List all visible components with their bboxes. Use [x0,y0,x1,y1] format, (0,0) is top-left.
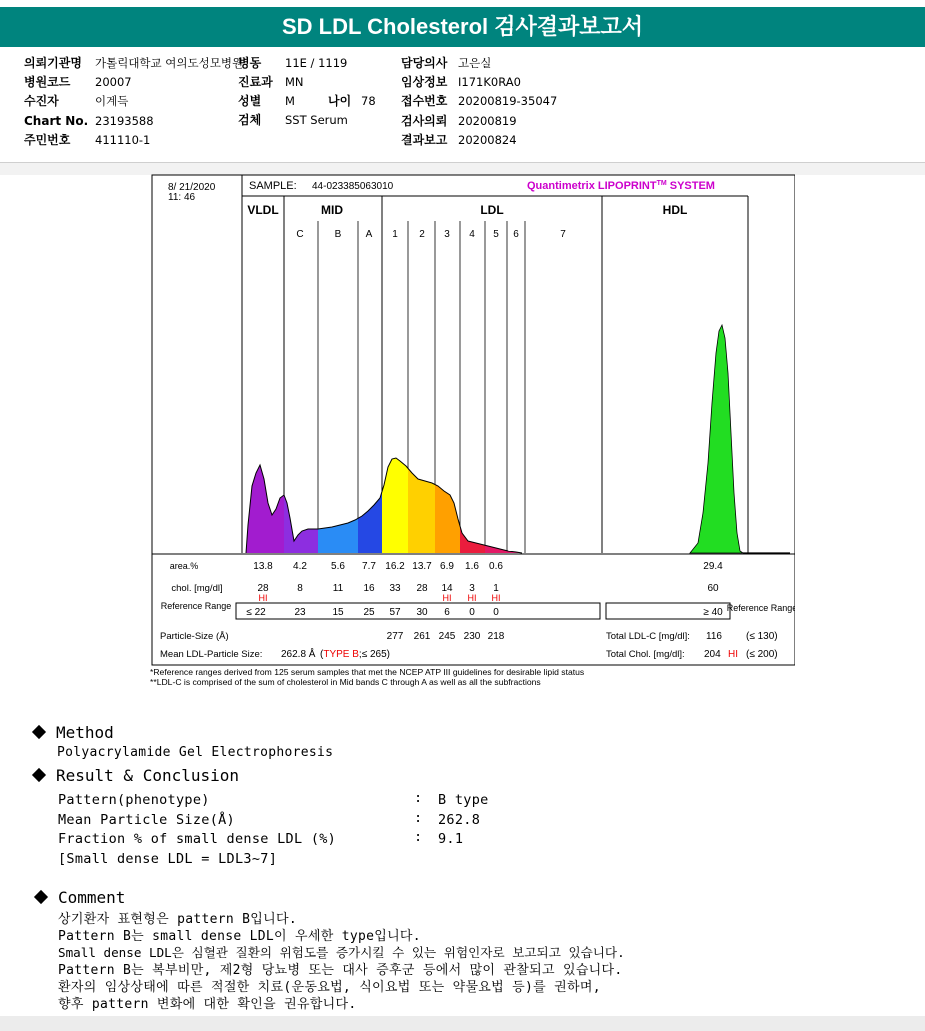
result-note: [Small dense LDL = LDL3~7] [58,851,278,867]
value-test-request: 20200819 [458,114,517,128]
footnote-2: **LDL-C is comprised of the sum of cholesterol in Mid bands C through A as well as all the subfractions [150,677,541,687]
comment-line-1: 상기환자 표현형은 pattern B입니다. [58,912,297,927]
label-receipt-no: 접수번호 [401,94,448,108]
method-text: Polyacrylamide Gel Electrophoresis [57,745,334,760]
flag-vldl: HI [258,593,268,603]
area-ldl1: 16.2 [385,561,405,572]
chol-hdl: 60 [707,583,719,594]
mean-type-close: ;≤ 265) [358,649,390,660]
band-mid-title: MID [321,203,343,217]
value-physician: 고은실 [458,56,492,70]
label-clinical-info: 임상정보 [401,75,448,89]
sub-label-b: B [334,229,342,240]
ref-label-left-text: Reference Range [160,601,232,611]
particle-ldl3: 245 [438,631,456,642]
diamond-bullet-icon [32,725,46,739]
brand-name [527,180,715,192]
area-ldl5: 0.6 [489,561,503,572]
label-test-request: 검사의뢰 [401,114,448,128]
label-age: 나이 [328,94,352,108]
chol-ldl1: 33 [389,583,401,594]
result-row-label-3: Fraction % of small dense LDL (%) [58,831,337,847]
band-ldl-title: LDL [480,203,504,217]
ref-ldl4: 0 [469,607,475,618]
label-requesting-institution: 의뢰기관명 [24,56,82,70]
value-sex: M [285,94,295,108]
chol-ldl4: 3 [469,583,475,594]
sample-id: 44-023385063010 [312,181,394,192]
result-row-sep-1: : [414,790,423,806]
flag-ldl3: HI [442,593,452,603]
method-heading [34,723,114,742]
method-heading-text: Method [56,723,114,742]
mean-type-open: ( [320,649,324,660]
comment-heading-text: Comment [58,888,126,907]
value-ward: 11E / 1119 [285,56,348,70]
total-ldl-ref: (≤ 130) [746,631,778,642]
value-age: 78 [361,94,376,108]
footnote-1: *Reference ranges derived from 125 serum samples that met the NCEP ATP III guidelines for desirable lipid status [150,667,585,677]
sub-label-c: C [296,229,304,240]
sub-label-2: 2 [419,229,425,240]
ref-ldl5: 0 [493,607,499,618]
mean-type-value: TYPE B [323,649,359,660]
label-resident-no: 주민번호 [24,133,71,147]
value-chart-no: 23193588 [95,114,154,128]
value-result-report: 20200824 [458,133,517,147]
sub-label-1: 1 [392,229,398,240]
sub-label-5: 5 [493,229,499,240]
label-physician: 담당의사 [401,56,448,70]
flag-ldl4: HI [467,593,477,603]
result-row-label-1: Pattern(phenotype) [58,792,210,808]
result-row-value-1: B type [438,792,489,808]
value-patient: 이계득 [95,94,129,108]
ref-ldl2: 30 [416,607,428,618]
report-date: 8/ 21/2020 [168,182,216,193]
mean-ldl-value: 262.8 Å [281,649,316,660]
total-chol-flag: HI [728,649,738,660]
patient-info [0,54,925,154]
report-time: 11: 46 [168,192,196,203]
particle-size-label: Particle-Size (Å) [160,631,229,642]
value-receipt-no: 20200819-35047 [458,94,558,108]
report-title: SD LDL Cholesterol 검사결과보고서 [0,7,925,47]
ref-hdl: ≥ 40 [703,607,723,618]
band-hdl-title: HDL [662,203,688,217]
chol-mid-b: 11 [332,583,344,594]
chol-mid-c: 8 [297,583,303,594]
chol-mid-a: 16 [363,583,375,594]
total-ldl-label: Total LDL-C [mg/dl]: [606,631,690,642]
brand-tm: TM [656,180,667,187]
ref-label-right: Reference Range [726,603,795,613]
result-heading [34,766,239,785]
label-ward: 병동 [238,56,262,70]
value-department: MN [285,75,304,89]
chol-label: chol. [mg/dl] [171,583,223,594]
label-specimen: 검체 [238,113,262,127]
diamond-bullet-icon [34,890,48,904]
lipoprint-graph [150,173,795,693]
chol-vldl: 28 [257,583,269,594]
mean-ldl-type [320,649,390,660]
total-ldl-value: 116 [706,631,722,642]
result-row-sep-2: : [414,810,423,826]
total-chol-value: 204 [704,649,721,660]
comment-heading [36,888,125,907]
lipoprint-report [150,173,795,693]
total-chol-ref: (≤ 200) [746,649,778,660]
area-mid-b: 5.6 [331,561,345,572]
chol-ldl5: 1 [493,583,499,594]
result-row-value-2: 262.8 [438,812,481,828]
brand-main: Quantimetrix LIPOPRINT [527,180,657,192]
label-department: 진료과 [238,75,273,89]
ref-ldl1: 57 [389,607,401,618]
particle-ldl5: 218 [487,631,505,642]
ref-mid-a: 25 [363,607,375,618]
value-hospital-code: 20007 [95,75,132,89]
bottom-scroll-area[interactable] [0,1016,925,1031]
value-requesting-institution: 가톨릭대학교 여의도성모병원 [95,56,244,70]
value-resident-no: 411110-1 [95,133,151,147]
total-chol-label: Total Chol. [mg/dl]: [606,649,685,660]
flag-ldl5: HI [491,593,501,603]
comment-line-2: Pattern B는 small dense LDL이 우세한 type입니다. [58,929,421,944]
label-result-report: 결과보고 [401,133,448,147]
label-hospital-code: 병원코드 [24,75,71,89]
result-row-sep-3: : [414,829,423,845]
band-vldl-title: VLDL [247,203,279,217]
area-ldl3: 6.9 [440,561,454,572]
comment-line-3: Small dense LDL은 심혈관 질환의 위험도를 증가시킬 수 있는 위험인자로 보고되고 있습니다. [58,945,625,960]
particle-ldl1: 277 [386,631,404,642]
particle-ldl2: 261 [413,631,431,642]
ref-mid-c: 23 [294,607,306,618]
brand-suffix: SYSTEM [666,180,715,192]
ref-mid-b: 15 [332,607,344,618]
sub-label-a: A [365,229,373,240]
sample-label: SAMPLE: [249,180,297,192]
label-patient: 수진자 [24,94,59,108]
sub-label-7: 7 [560,229,566,240]
comment-line-4: Pattern B는 복부비만, 제2형 당뇨병 또는 대사 증후군 등에서 많이 관찰되고 있습니다. [58,963,623,978]
label-chart-no: Chart No. [24,114,89,128]
area-hdl: 29.4 [703,561,723,572]
area-label: area.% [169,561,199,571]
value-specimen: SST Serum [285,113,348,127]
mean-ldl-label: Mean LDL-Particle Size: [160,649,263,660]
result-row-label-2: Mean Particle Size(Å) [58,812,235,828]
chol-ldl2: 28 [416,583,428,594]
ref-label-left [161,601,232,611]
diamond-bullet-icon [32,768,46,782]
sub-label-3: 3 [444,229,450,240]
result-heading-text: Result & Conclusion [56,766,240,785]
area-mid-a: 7.7 [362,561,376,572]
area-ldl2: 13.7 [412,561,432,572]
label-sex: 성별 [238,94,262,108]
particle-ldl4: 230 [463,631,481,642]
value-clinical-info: I171K0RA0 [458,75,521,89]
area-ldl4: 1.6 [465,561,479,572]
ref-ldl3: 6 [444,607,450,618]
sub-label-6: 6 [513,229,519,240]
ref-vldl: ≤ 22 [246,607,266,618]
result-row-value-3: 9.1 [438,831,464,847]
sub-label-4: 4 [469,229,475,240]
comment-line-6: 향후 pattern 변화에 대한 확인을 권유합니다. [58,997,357,1012]
area-mid-c: 4.2 [293,561,307,572]
area-vldl: 13.8 [253,561,273,572]
chol-ldl3: 14 [441,583,453,594]
comment-line-5: 환자의 임상상태에 따른 적절한 치료(운동요법, 식이요법 또는 약물요법 등)를 권하며, [58,980,601,995]
